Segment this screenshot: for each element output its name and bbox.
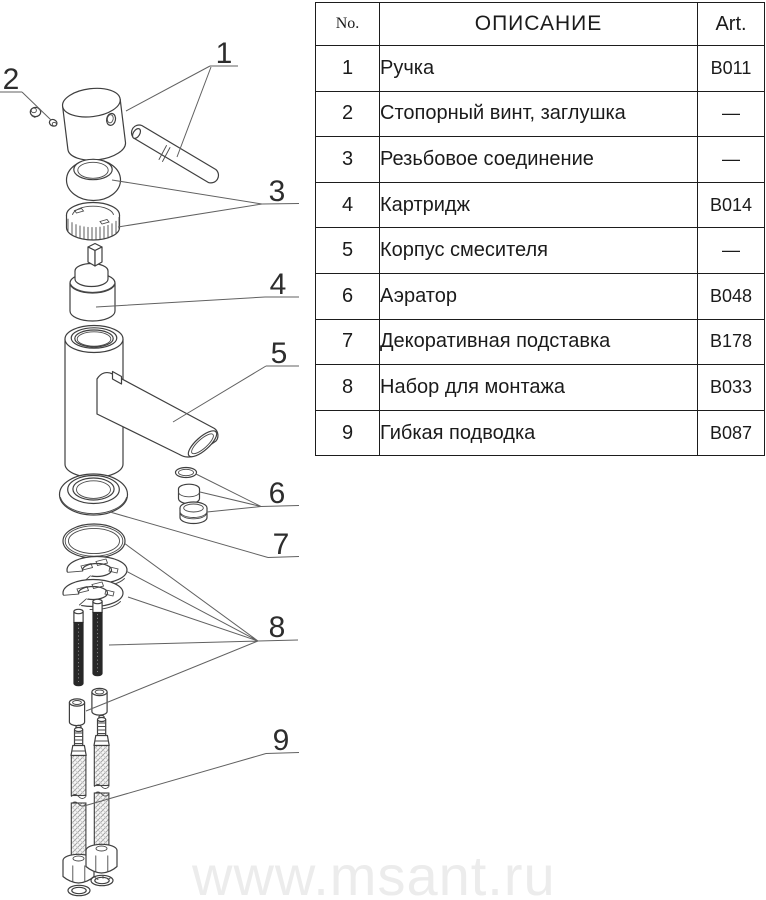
- callout-6: 6: [268, 477, 286, 510]
- table-row: [316, 46, 765, 92]
- part-number: 4: [316, 182, 380, 228]
- callout-3: 3: [268, 175, 286, 208]
- watermark: www.msant.ru: [192, 844, 556, 900]
- part-art: —: [698, 91, 765, 137]
- part-number: 9: [316, 410, 380, 456]
- table-row: [316, 91, 765, 137]
- col-header-art: Art.: [698, 3, 765, 46]
- col-header-no: No.: [316, 3, 380, 46]
- part-number: 5: [316, 228, 380, 274]
- handle-lever: [131, 125, 219, 183]
- exploded-diagram: [0, 0, 320, 900]
- mounting-stud: [74, 609, 83, 686]
- callout-7: 7: [272, 528, 290, 561]
- flexible-hoses: [63, 715, 117, 895]
- part-description: Набор для монтажа: [380, 365, 698, 411]
- part-number: 8: [316, 365, 380, 411]
- table-row: [316, 182, 765, 228]
- table-row: [316, 228, 765, 274]
- callout-4: 4: [269, 268, 287, 301]
- gasket: [63, 524, 125, 558]
- part-description: Резьбовое соединение: [380, 137, 698, 183]
- table-row: [316, 365, 765, 411]
- part-art: —: [698, 228, 765, 274]
- aerator: [176, 468, 208, 524]
- part-art: B011: [698, 46, 765, 92]
- part-art: B178: [698, 319, 765, 365]
- part-description: Корпус смесителя: [380, 228, 698, 274]
- parts-table: [315, 2, 765, 456]
- part-description: Аэратор: [380, 273, 698, 319]
- table-row: [316, 273, 765, 319]
- callout-2: 2: [2, 63, 20, 96]
- flexible-hose: [63, 725, 94, 895]
- cartridge: [70, 244, 115, 322]
- stopper-screw-and-plug: [30, 107, 58, 127]
- part-art: B014: [698, 182, 765, 228]
- callout-5: 5: [270, 337, 288, 370]
- table-header-row: [316, 3, 765, 46]
- table-row: [316, 410, 765, 456]
- part-description: Стопорный винт, заглушка: [380, 91, 698, 137]
- part-number: 6: [316, 273, 380, 319]
- mixer-body: [65, 326, 220, 478]
- callout-8: 8: [268, 611, 286, 644]
- part-description: Гибкая подводка: [380, 410, 698, 456]
- callout-1: 1: [215, 37, 233, 70]
- threaded-connection: [67, 159, 121, 240]
- part-number: 2: [316, 91, 380, 137]
- part-number: 1: [316, 46, 380, 92]
- table-row: [316, 137, 765, 183]
- part-description: Декоративная подставка: [380, 319, 698, 365]
- part-art: —: [698, 137, 765, 183]
- part-art: B033: [698, 365, 765, 411]
- part-number: 3: [316, 137, 380, 183]
- spacer-sleeve: [69, 699, 84, 726]
- col-header-description: ОПИСАНИЕ: [380, 3, 698, 46]
- callout-9: 9: [272, 724, 290, 757]
- table-row: [316, 319, 765, 365]
- mounting-kit: [52, 524, 127, 726]
- part-description: Картридж: [380, 182, 698, 228]
- part-art: B087: [698, 410, 765, 456]
- decorative-base: [60, 474, 128, 515]
- part-number: 7: [316, 319, 380, 365]
- part-description: Ручка: [380, 46, 698, 92]
- part-art: B048: [698, 273, 765, 319]
